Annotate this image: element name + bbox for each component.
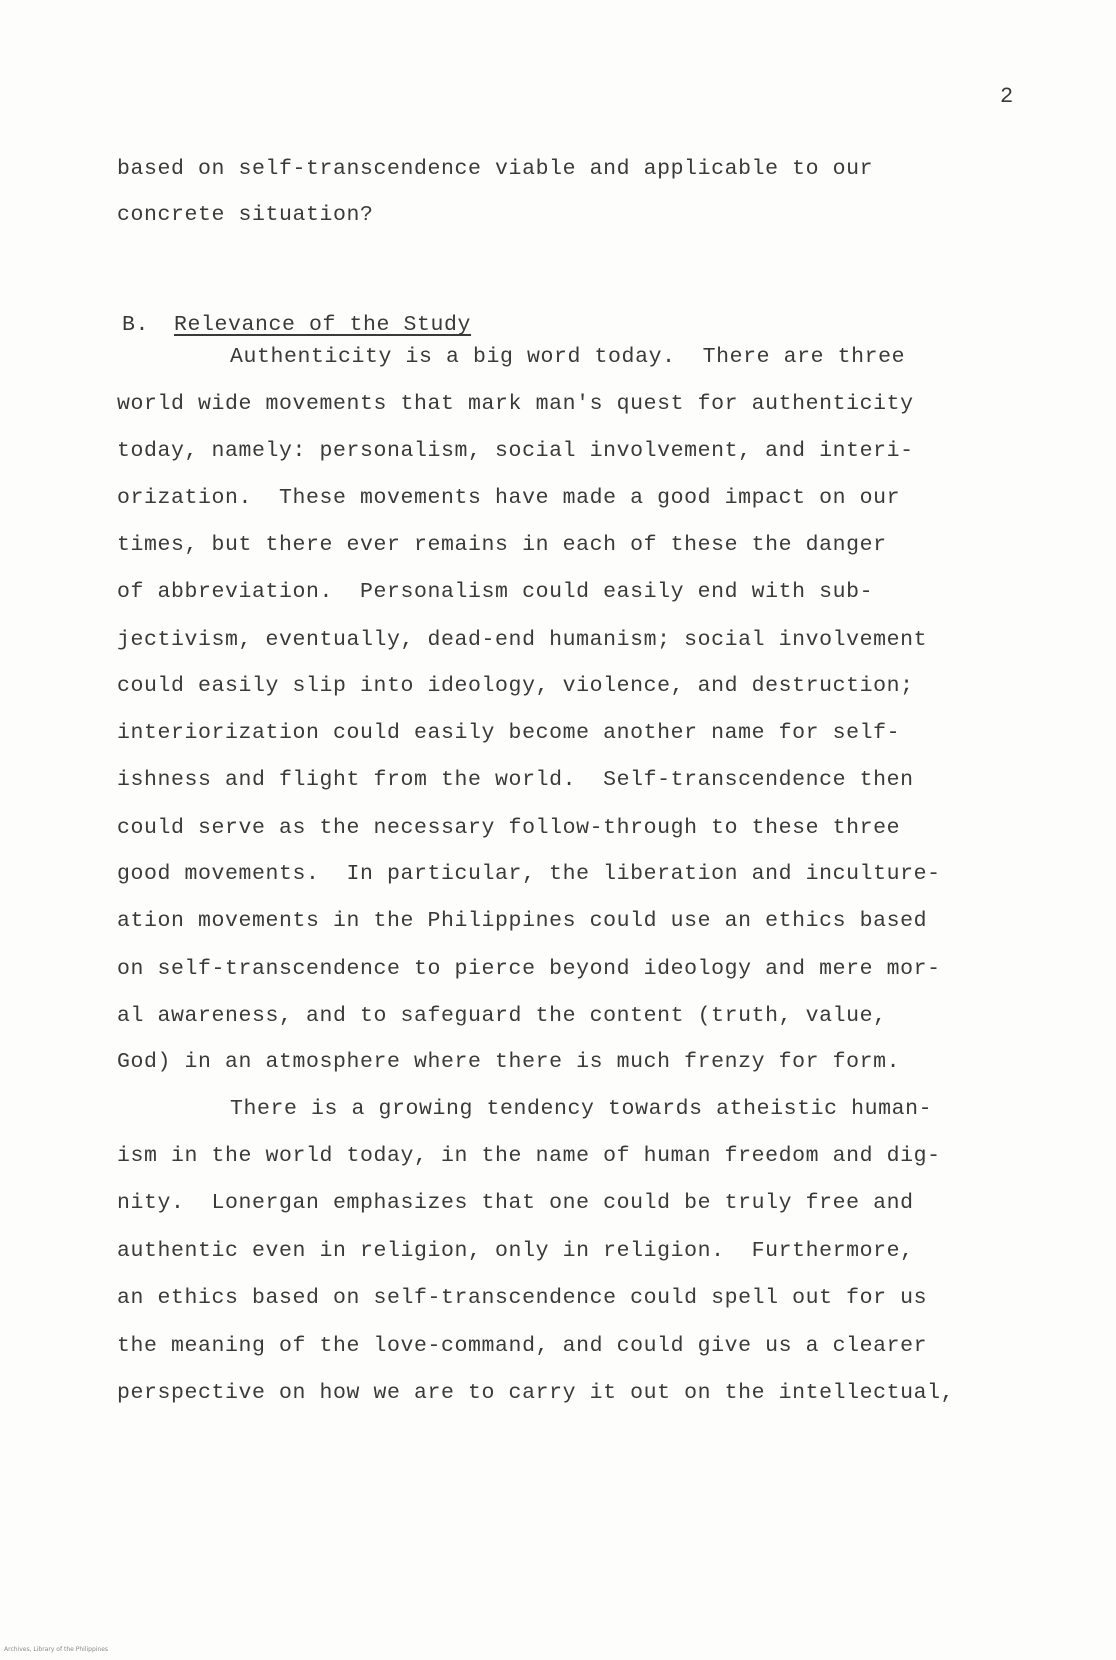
paragraph-1-line: world wide movements that mark man's quest for authenticity [117,392,914,416]
paragraph-1-line: Authenticity is a big word today. There are three [230,345,906,369]
paragraph-1-line: could serve as the necessary follow-through to these three [117,816,901,840]
paragraph-1-line: orization. These movements have made a good impact on our [117,486,901,510]
paragraph-1-line: ation movements in the Philippines could use an ethics based [117,909,928,933]
section-title: Relevance of the Study [174,313,472,337]
paragraph-1-line: could easily slip into ideology, violence, and destruction; [117,674,914,698]
section-heading [122,313,471,337]
paragraph-2-line: the meaning of the love-command, and could give us a clearer [117,1334,928,1358]
intro-line: based on self-transcendence viable and applicable to our [117,157,874,181]
paragraph-1-line: jectivism, eventually, dead-end humanism; social involvement [117,628,928,652]
paragraph-1-line: good movements. In particular, the liberation and inculture- [117,862,941,886]
intro-line: concrete situation? [117,203,374,227]
paragraph-1-line: al awareness, and to safeguard the content (truth, value, [117,1004,887,1028]
section-letter: B. [122,313,150,337]
paragraph-2-line: an ethics based on self-transcendence could spell out for us [117,1286,928,1310]
paragraph-2-line: There is a growing tendency towards atheistic human- [230,1097,933,1121]
paragraph-2-line: ism in the world today, in the name of human freedom and dig- [117,1144,941,1168]
paragraph-2-line: perspective on how we are to carry it out on the intellectual, [117,1381,955,1405]
paragraph-1-line: times, but there ever remains in each of these the danger [117,533,887,557]
paragraph-1-line: God) in an atmosphere where there is much frenzy for form. [117,1050,901,1074]
paragraph-2-line: authentic even in religion, only in religion. Furthermore, [117,1239,914,1263]
archive-footer: Archives, Library of the Philippines [4,1646,109,1653]
paragraph-1-line: today, namely: personalism, social involvement, and interi- [117,439,914,463]
paragraph-1-line: of abbreviation. Personalism could easily end with sub- [117,580,874,604]
paragraph-1-line: ishness and flight from the world. Self-transcendence then [117,768,914,792]
page-number: 2 [1000,84,1014,109]
paragraph-2-line: nity. Lonergan emphasizes that one could be truly free and [117,1191,914,1215]
paragraph-1-line: interiorization could easily become another name for self- [117,721,901,745]
paragraph-1-line: on self-transcendence to pierce beyond ideology and mere mor- [117,957,941,981]
